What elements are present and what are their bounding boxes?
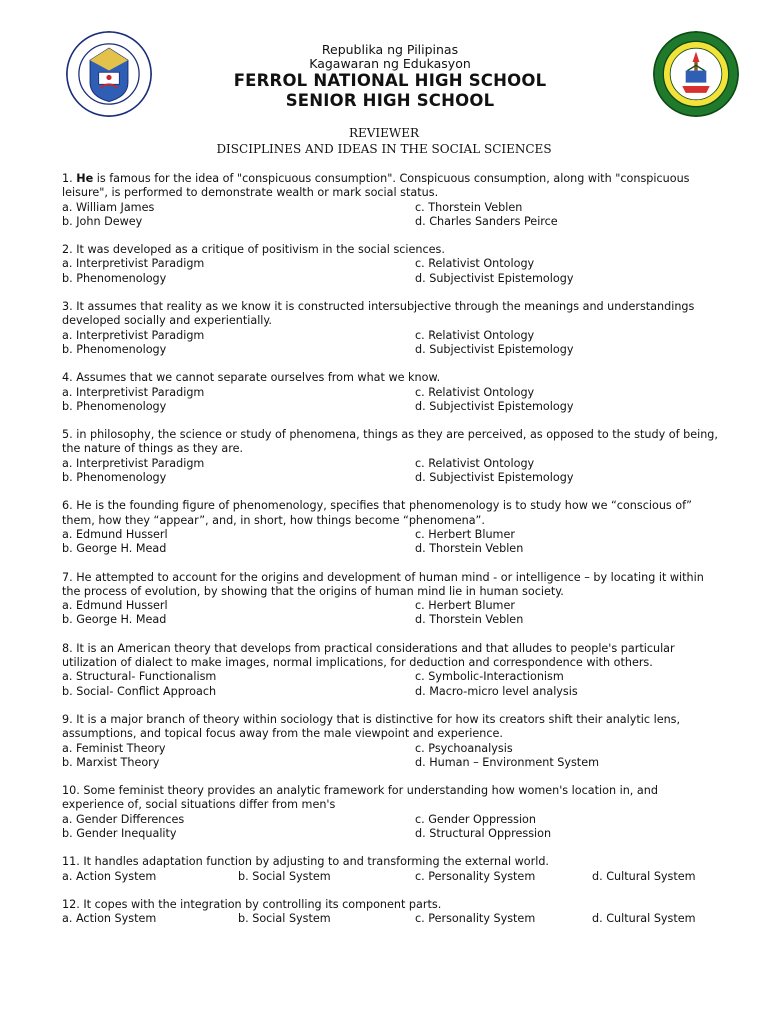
question-stem [62, 784, 722, 813]
answer-option: b. George H. Mead [62, 613, 167, 627]
answer-options [62, 257, 722, 286]
answer-option: a. William James [62, 200, 155, 214]
question-item [62, 499, 722, 556]
question-text: It is an American theory that develops from practical considerations and that alludes to people's particular utilization of dialect to make images, normal implications, for deduction and correspondence with others. [62, 641, 675, 670]
question-text: It copes with the integration by controlling its component parts. [83, 897, 442, 911]
question-text: It assumes that reality as we know it is constructed intersubjective through the meanings and understandings developed socially and experientially. [62, 300, 695, 328]
answer-option: a. Edmund Husserl [62, 599, 168, 613]
question-number: 5. [62, 428, 77, 442]
question-stem [62, 642, 722, 671]
answer-option: a. Interpretivist Paradigm [62, 257, 205, 271]
question-number: 7. [62, 570, 77, 584]
question-stem [62, 713, 722, 742]
question-stem [62, 243, 722, 257]
answer-option: b. Social System [238, 869, 331, 883]
question-stem [62, 855, 722, 869]
answer-option: c. Herbert Blumer [415, 527, 515, 541]
title-subject: DISCIPLINES AND IDEAS IN THE SOCIAL SCIENCES [216, 142, 552, 156]
question-text: Assumes that we cannot separate ourselves from what we know. [76, 371, 441, 385]
question-number: 2. [62, 243, 77, 257]
answer-option: a. Interpretivist Paradigm [62, 456, 205, 470]
question-lead: He [76, 172, 94, 185]
answer-option: b. Phenomenology [62, 271, 167, 285]
question-number: 1. [62, 172, 77, 185]
answer-option: c. Gender Oppression [415, 812, 536, 826]
question-stem [62, 571, 722, 600]
answer-option: b. Phenomenology [62, 471, 167, 485]
question-number: 3. [62, 300, 77, 314]
answer-option: c. Relativist Ontology [415, 328, 535, 342]
answer-options [62, 599, 722, 628]
question-item [62, 428, 722, 485]
question-stem [62, 300, 722, 329]
answer-option: d. Subjectivist Epistemology [415, 471, 574, 485]
question-item [62, 172, 722, 229]
question-number: 10. [62, 784, 84, 798]
school-division: SENIOR HIGH SCHOOL [285, 91, 495, 110]
answer-option: d. Cultural System [592, 869, 696, 883]
question-stem [62, 898, 722, 912]
question-stem [62, 172, 722, 201]
answer-option: b. Gender Inequality [62, 826, 177, 840]
answer-option: a. Feminist Theory [62, 741, 166, 755]
deped-seal-logo [66, 31, 152, 117]
answer-options [62, 329, 722, 358]
answer-option: b. Phenomenology [62, 399, 167, 413]
question-text: Some feminist theory provides an analytic framework for understanding how women's location in, and experience of, social situations differ from men's [62, 784, 658, 812]
question-item [62, 642, 722, 699]
answer-option: b. Social- Conflict Approach [62, 684, 217, 698]
question-text: He attempted to account for the origins and development of human mind - or intelligence – by locating it within the process of evolution, by showing that the origins of human mind lie in human society. [62, 570, 704, 598]
answer-option: a. Gender Differences [62, 812, 185, 826]
question-number: 9. [62, 712, 77, 726]
answer-option: c. Personality System [415, 869, 536, 883]
question-item [62, 300, 722, 357]
answer-option: a. Interpretivist Paradigm [62, 328, 205, 342]
answer-option: d. Thorstein Veblen [415, 613, 524, 627]
answer-option: c. Herbert Blumer [415, 599, 515, 613]
question-number: 12. [62, 897, 84, 911]
question-text: He is the founding figure of phenomenology, specifies that phenomenology is to study how we “conscious of” them, how they “appear”, and, in short, how things become “phenomena”. [62, 499, 692, 527]
answer-options [62, 813, 722, 842]
answer-option: d. Cultural System [592, 912, 696, 926]
question-item [62, 571, 722, 628]
country-line: Republika ng Pilipinas [321, 42, 459, 57]
question-item [62, 898, 722, 927]
answer-option: d. Human – Environment System [415, 755, 599, 769]
question-stem [62, 428, 722, 457]
answer-option: b. John Dewey [62, 214, 143, 228]
question-number: 6. [62, 499, 77, 513]
question-text: is famous for the idea of "conspicuous consumption". Conspicuous consumption, along with "conspicuous leisure", is performed to demonstrate wealth or mark social status. [62, 172, 690, 200]
answer-option: c. Relativist Ontology [415, 385, 535, 399]
answer-option: a. Structural- Functionalism [62, 670, 217, 684]
question-text: It is a major branch of theory within sociology that is distinctive for how its creators shift their analytic lens, assumptions, and topical focus away from the male viewpoint and experience. [62, 712, 681, 741]
answer-options [62, 201, 722, 230]
answer-option: b. Social System [238, 912, 331, 926]
answer-option: d. Subjectivist Epistemology [415, 342, 574, 356]
question-item [62, 855, 722, 884]
answer-option: d. Structural Oppression [415, 826, 552, 840]
question-number: 8. [62, 641, 77, 655]
question-text: in philosophy, the science or study of phenomena, things as they are perceived, as opposed to the study of being, the nature of things as they are. [62, 428, 718, 456]
question-number: 4. [62, 371, 77, 385]
answer-option: b. George H. Mead [62, 542, 167, 556]
answer-options [62, 742, 722, 771]
answer-option: c. Relativist Ontology [415, 456, 535, 470]
question-item [62, 371, 722, 414]
question-item [62, 784, 722, 841]
answer-option: a. Action System [62, 912, 157, 926]
title-reviewer: REVIEWER [348, 126, 420, 140]
answer-options [62, 528, 722, 557]
answer-options [62, 386, 722, 415]
answer-options [62, 457, 722, 486]
question-text: It was developed as a critique of positivism in the social sciences. [76, 243, 445, 257]
answer-options [62, 912, 722, 926]
school-seal-logo [653, 31, 739, 117]
answer-option: a. Interpretivist Paradigm [62, 385, 205, 399]
question-number: 11. [62, 855, 84, 869]
answer-option: d. Macro-micro level analysis [415, 684, 578, 698]
question-item [62, 243, 722, 286]
answer-option: d. Subjectivist Epistemology [415, 399, 574, 413]
answer-option: c. Relativist Ontology [415, 257, 535, 271]
answer-option: b. Marxist Theory [62, 755, 160, 769]
answer-option: d. Subjectivist Epistemology [415, 271, 574, 285]
question-stem [62, 499, 722, 528]
answer-option: a. Edmund Husserl [62, 527, 168, 541]
answer-option: c. Symbolic-Interactionism [415, 670, 564, 684]
answer-option: b. Phenomenology [62, 342, 167, 356]
question-text: It handles adaptation function by adjusting to and transforming the external world. [83, 855, 549, 869]
letterhead [150, 43, 630, 111]
answer-options [62, 870, 722, 884]
answer-option: c. Thorstein Veblen [415, 200, 523, 214]
department-line: Kagawaran ng Edukasyon [309, 56, 471, 71]
school-name: FERROL NATIONAL HIGH SCHOOL [233, 71, 547, 90]
answer-option: c. Personality System [415, 912, 536, 926]
answer-option: d. Thorstein Veblen [415, 542, 524, 556]
answer-option: c. Psychoanalysis [415, 741, 513, 755]
answer-option: a. Action System [62, 869, 157, 883]
answer-option: d. Charles Sanders Peirce [415, 214, 558, 228]
document-title [0, 125, 768, 157]
question-list [62, 172, 722, 940]
question-stem [62, 371, 722, 385]
answer-options [62, 670, 722, 699]
question-item [62, 713, 722, 770]
